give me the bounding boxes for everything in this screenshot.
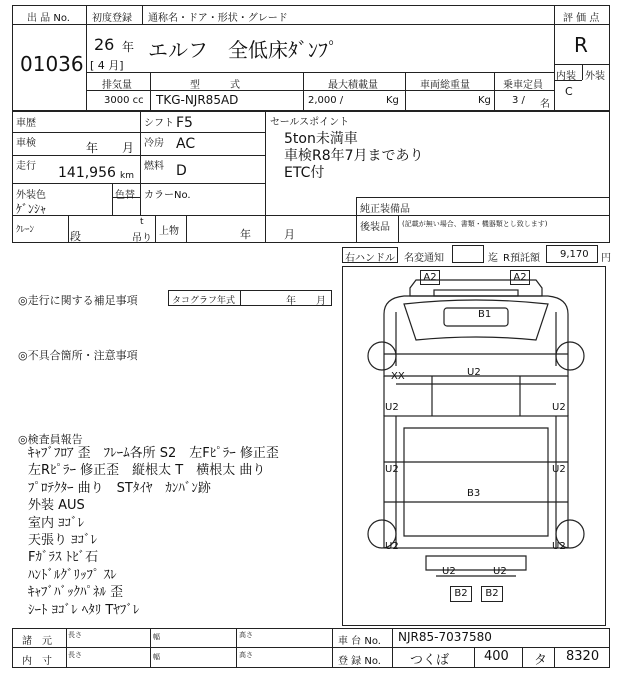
gross-weight-unit: Kg: [478, 95, 491, 106]
mileage-unit: km: [120, 171, 134, 181]
crane-label: ｸﾚｰﾝ: [16, 225, 35, 235]
aftermarket-label: 後装品: [360, 222, 390, 233]
mileage-value: 141,956: [58, 165, 116, 181]
interior-dims-label: 内 寸: [22, 656, 52, 667]
tachograph-label: タコグラフ年式: [172, 296, 236, 306]
damage-label: B3: [467, 488, 481, 499]
reg-year-unit: 年: [122, 40, 135, 54]
defects-heading: ◎不具合箇所・注意事項: [18, 349, 138, 362]
report-line: 室内 ﾖｺﾞﾚ: [28, 515, 85, 531]
report-line: ｼｰﾄ ﾖｺﾞﾚ ﾍﾀﾘ Tﾔﾌﾞﾚ: [28, 602, 140, 618]
chassis-label: 車 台 No.: [338, 636, 381, 647]
length-label: 長さ: [68, 651, 82, 659]
driving-supplement-heading: ◎走行に関する補足事項: [18, 294, 138, 307]
max-load-label: 最大積載量: [328, 80, 378, 91]
sales-point-2: 車検R8年7月まであり: [284, 148, 424, 164]
registration-class: 400: [484, 649, 509, 664]
fuel-label: 燃料: [144, 161, 164, 172]
score-label: 評 価 点: [563, 13, 600, 24]
truck-diagram: [344, 266, 608, 626]
damage-label: U2: [552, 402, 566, 413]
lot-number: 01036: [20, 52, 84, 76]
mileage-label: 走行: [16, 161, 36, 172]
reg-month: [ 4 月]: [90, 59, 124, 72]
gross-weight-label: 車両総重量: [420, 80, 470, 91]
width-label: 幅: [153, 653, 160, 661]
color-swap-label: 色替: [115, 190, 135, 201]
crane-hang: 吊り: [132, 233, 152, 244]
damage-label: U2: [385, 464, 399, 475]
max-load-unit: Kg: [386, 95, 399, 106]
sales-point-3: ETC付: [284, 165, 325, 181]
color-label: 外装色: [16, 190, 46, 201]
damage-label: U2: [552, 464, 566, 475]
color-no-label: カラーNo.: [144, 190, 191, 201]
max-load-value: 2,000 /: [308, 95, 344, 106]
name-change-box: [452, 245, 484, 263]
damage-label: XX: [391, 371, 405, 382]
tachograph-date: 年 月: [286, 296, 326, 307]
capacity-label: 乗車定員: [503, 80, 543, 91]
inspection-label: 車検: [16, 138, 36, 149]
model-name-label: 通称名・ドア・形状・グレード: [148, 13, 288, 24]
aircon-value: AC: [176, 136, 196, 152]
height-label: 高さ: [239, 631, 253, 639]
damage-label: U2: [385, 541, 399, 552]
genuine-equipment-label: 純正装備品: [360, 204, 410, 215]
registration-label: 登 録 No.: [338, 656, 381, 667]
damage-label: B1: [478, 309, 492, 320]
damage-label: B2: [481, 586, 503, 602]
footer-frame: [12, 628, 610, 668]
damage-label: U2: [442, 566, 456, 577]
shift-label: シフト: [144, 118, 174, 129]
damage-label: B2: [450, 586, 472, 602]
damage-label: A2: [420, 270, 440, 285]
displacement-label: 排気量: [102, 80, 132, 91]
damage-label: U2: [467, 367, 481, 378]
first-reg-label: 初度登録: [92, 13, 132, 24]
capacity-unit: 名: [540, 99, 550, 110]
steering-value: 右ハンドル: [345, 253, 395, 264]
yen-label: 円: [601, 253, 611, 264]
inspector-report-list: [28, 445, 340, 619]
chassis-number: NJR85-7037580: [398, 630, 492, 644]
registration-kana: タ: [534, 653, 548, 668]
shift-value: F5: [176, 115, 193, 131]
aircon-label: 冷房: [144, 138, 164, 149]
recycle-label: R預託額: [503, 253, 540, 264]
damage-label: U2: [385, 402, 399, 413]
inspection-date: 年 月: [86, 141, 135, 155]
upholstery-label: 上物: [159, 226, 179, 237]
sales-points-label: セールスポイント: [270, 117, 350, 128]
tax-label: 迄: [488, 253, 498, 264]
crane-tons: t: [140, 217, 144, 227]
report-line: 左Rﾋﾟﾗｰ 修正歪 縦根太 T 横根太 曲り: [28, 463, 266, 479]
length-label: 長さ: [68, 631, 82, 639]
car-name: エルフ 全低床ﾀﾞﾝﾌﾟ: [148, 38, 338, 62]
model-label: 型 式: [190, 80, 240, 91]
capacity-value: 3 /: [512, 95, 525, 106]
report-line: ﾊﾝﾄﾞﾙｸﾞﾘｯﾌﾟ ｽﾚ: [28, 567, 117, 583]
upholstery-date: 年 月: [240, 228, 295, 241]
color-value: ｹﾞﾝｼｬ: [16, 202, 47, 216]
damage-label: A2: [510, 270, 530, 285]
history-label: 車歴: [16, 118, 36, 129]
model-code: TKG-NJR85AD: [156, 93, 239, 107]
aftermarket-note: (記載が無い場合、書類・機器類とし致します): [402, 220, 548, 228]
inspector-report-heading: ◎検査員報告: [18, 433, 83, 446]
reg-year: 26: [94, 35, 115, 54]
report-line: 外装 AUS: [28, 498, 85, 514]
interior-label: 内装: [556, 71, 576, 82]
displacement-value: 3000 cc: [104, 95, 144, 106]
sales-point-1: 5ton未満車: [284, 131, 358, 147]
exterior-label: 外装: [585, 71, 605, 82]
damage-label: U2: [552, 541, 566, 552]
report-line: ｷｬﾌﾞﾌﾛｱ 歪 ﾌﾚｰﾑ各所 S2 左Fﾋﾟﾗｰ 修正歪: [28, 446, 279, 461]
report-line: ｷｬﾌﾞﾊﾞｯｸﾊﾟﾈﾙ 歪: [28, 585, 124, 601]
damage-label: U2: [493, 566, 507, 577]
height-label: 高さ: [239, 651, 253, 659]
fuel-value: D: [176, 163, 187, 179]
report-line: 天張り ﾖｺﾞﾚ: [28, 532, 98, 548]
registration-number: 8320: [566, 649, 600, 664]
score-value: R: [574, 33, 588, 57]
recycle-amount: 9,170: [560, 249, 589, 260]
name-change-label: 名変通知: [404, 253, 444, 264]
registration-region: つくば: [410, 653, 450, 668]
lot-label: 出 品 No.: [27, 13, 70, 24]
crane-steps: 段: [70, 230, 81, 243]
report-line: ﾌﾟﾛﾃｸﾀｰ 曲り STﾀｲﾔ ｶﾝﾊﾞﾝ跡: [28, 480, 211, 496]
interior-score: C: [565, 85, 573, 98]
specs-label: 諸 元: [22, 636, 52, 647]
report-line: Fｶﾞﾗｽ ﾄﾋﾞ石: [28, 550, 99, 566]
width-label: 幅: [153, 633, 160, 641]
